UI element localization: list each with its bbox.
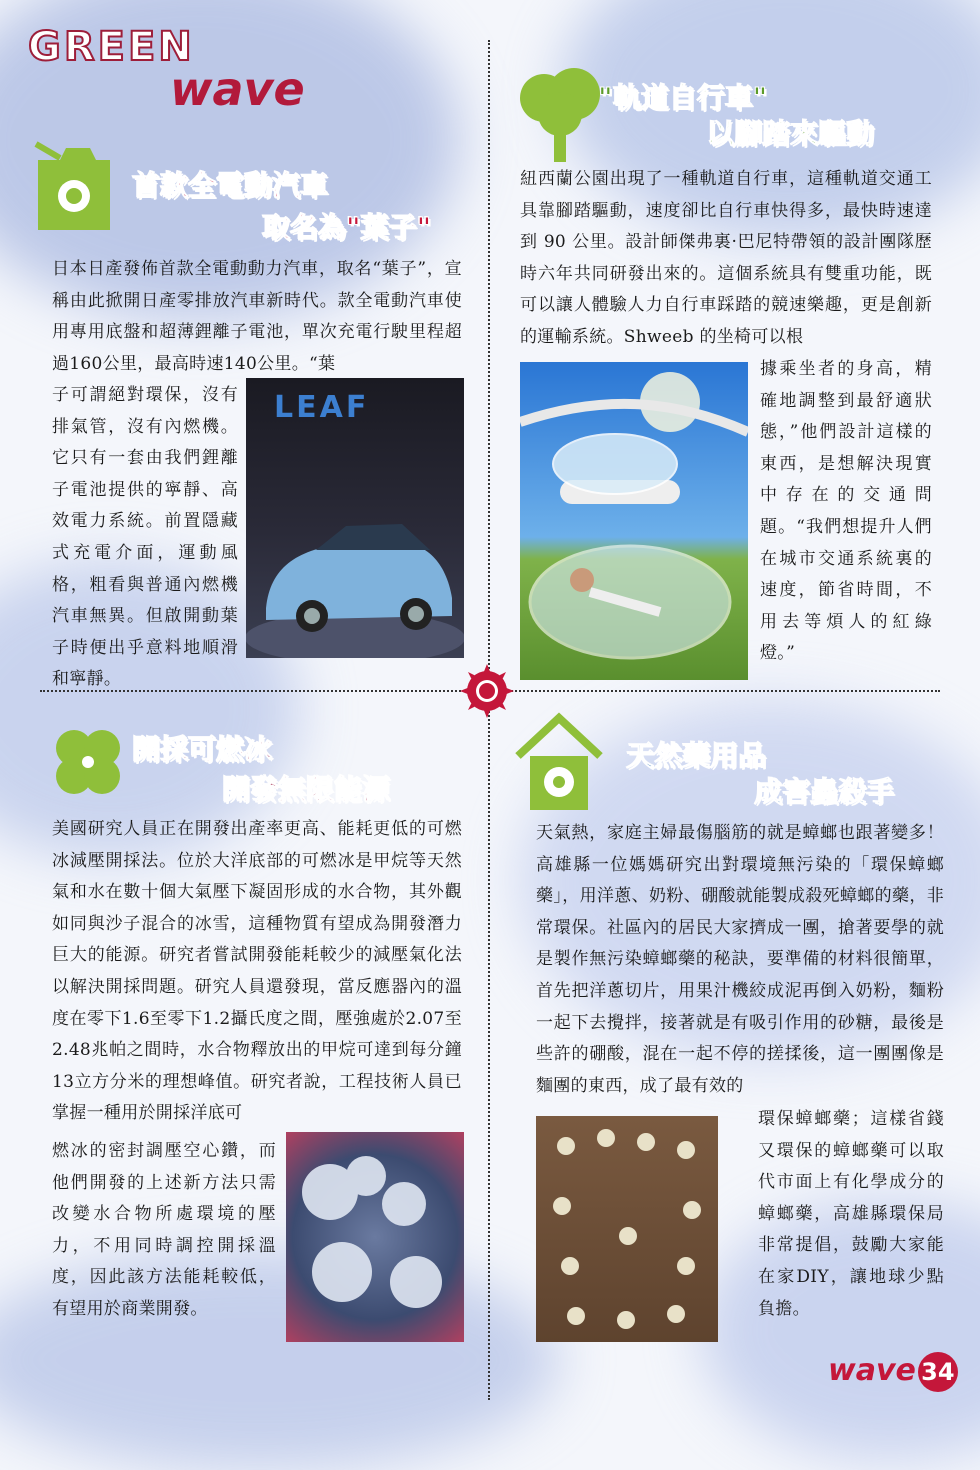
vertical-divider (488, 40, 490, 1400)
tree-icon (514, 64, 606, 164)
masthead-green: GREEN (28, 24, 195, 70)
article-3-body-side: 燃冰的密封調壓空心鑽，而他們開發的上述新方法只需改變水合物所處環境的壓力，不用同時調控開採溫度，因此該方法能耗較低，有望用於商業開發。 (52, 1141, 276, 1319)
article-2-title-line2: 以腳踏來驅動 (706, 117, 875, 150)
article-3-title-line1: 開採可燃冰 (132, 733, 273, 766)
article-2-body-top: 紐西蘭公園出現了一種軌道自行車，這種軌道交通工具靠腳踏驅動，速度卻比自行車快得多，最快時速達到 90 公里。設計師傑弗裏·巴尼特帶領的設計團隊歷時六年共同研發出來的。這個系統具有雙重功能，既可以讓人體驗人力自行車踩踏的競速樂趣，更是創新的運輸系統。Shweeb 的坐椅可以根 (520, 169, 932, 347)
article-1-body-side: 子可謂絕對環保，沒有排氣管，沒有內燃機。它只有一套由我們鋰離子電池提供的寧靜、高效電力系統。前置隱藏式充電介面，運動風格，粗看與普通內燃機汽車無異。但啟開動葉子時便出乎意料地順滑和寧靜。 (52, 385, 238, 690)
footer-wave: wave (828, 1353, 916, 1388)
methane-ice-photo (286, 1132, 464, 1342)
article-4-title-line1: 天然藥用品 (626, 739, 767, 772)
page-number: 34 (918, 1352, 958, 1392)
article-1-title-line2: 取名為"葉子" (262, 211, 432, 244)
footer (828, 1352, 958, 1392)
sun-divider-icon (460, 664, 514, 718)
shweeb-photo (520, 362, 748, 680)
leaf-car-photo (246, 378, 464, 658)
clover-icon (46, 722, 130, 806)
masthead-wave: wave (170, 62, 305, 116)
fuel-can-icon (30, 140, 114, 232)
article-1-title-line1: 首款全電動汽車 (132, 169, 329, 202)
house-flower-icon (514, 712, 604, 812)
cockroach-bait-photo (536, 1116, 718, 1342)
article-1-body-top: 日本日產發佈首款全電動動力汽車，取名“葉子”，宣稱由此掀開日產零排放汽車新時代。款全電動汽車使用專用底盤和超薄鋰離子電池，單次充電行駛里程超過160公里，最高時速140公里。“葉 (52, 259, 462, 374)
article-3-title-line2: 開發無限能源 (222, 773, 391, 806)
article-4-body-side: 環保蟑螂藥；這樣省錢又環保的蟑螂藥可以取代市面上有化學成分的蟑螂藥，高雄縣環保局非常提倡，鼓勵大家能在家DIY，讓地球少點負擔。 (758, 1109, 944, 1319)
article-3-body-top: 美國研究人員正在開發出產率更高、能耗更低的可燃冰減壓開採法。位於大洋底部的可燃冰是甲烷等天然氣和水在數十個大氣壓下凝固形成的水合物，其外觀如同與沙子混合的冰雪，這種物質有望成為開發潛力巨大的能源。研究者嘗試開發能耗較少的減壓氣化法以解決開採問題。研究人員還發現，當反應器內的溫度在零下1.6至零下1.2攝氏度之間，壓強處於2.07至2.48兆帕之間時，水合物釋放出的甲烷可達到每分鐘13立方分米的理想峰值。研究者說，工程技術人員已掌握一種用於開採洋底可 (52, 819, 462, 1124)
article-4-title-line2: 成害蟲殺手 (754, 775, 895, 808)
article-4-body-top: 天氣熱，家庭主婦最傷腦筋的就是蟑螂也跟著變多！高雄縣一位媽媽研究出對環境無污染的「環保蟑螂藥」，用洋蔥、奶粉、硼酸就能製成殺死蟑螂的藥，非常環保。社區內的居民大家擠成一團，搶著要學的就是製作無污染蟑螂藥的秘訣，要準備的材料很簡單，首先把洋蔥切片，用果汁機絞成泥再倒入奶粉，麵粉一起下去攪拌，接著就是有吸引作用的砂糖，最後是些許的硼酸，混在一起不停的搓揉後，這一團團像是麵團的東西，成了最有效的 (536, 823, 944, 1096)
leaf-logo-text: LEAF (274, 390, 370, 425)
article-2-title-line1: "軌道自行車" (598, 81, 768, 114)
article-2-body-side: 據乘坐者的身高，精確地調整到最舒適狀態，”他們設計這樣的東西，是想解決現實中存在的交通問題。“我們想提升人們在城市交通系統裏的速度，節省時間，不用去等煩人的紅綠燈。” (760, 359, 932, 664)
